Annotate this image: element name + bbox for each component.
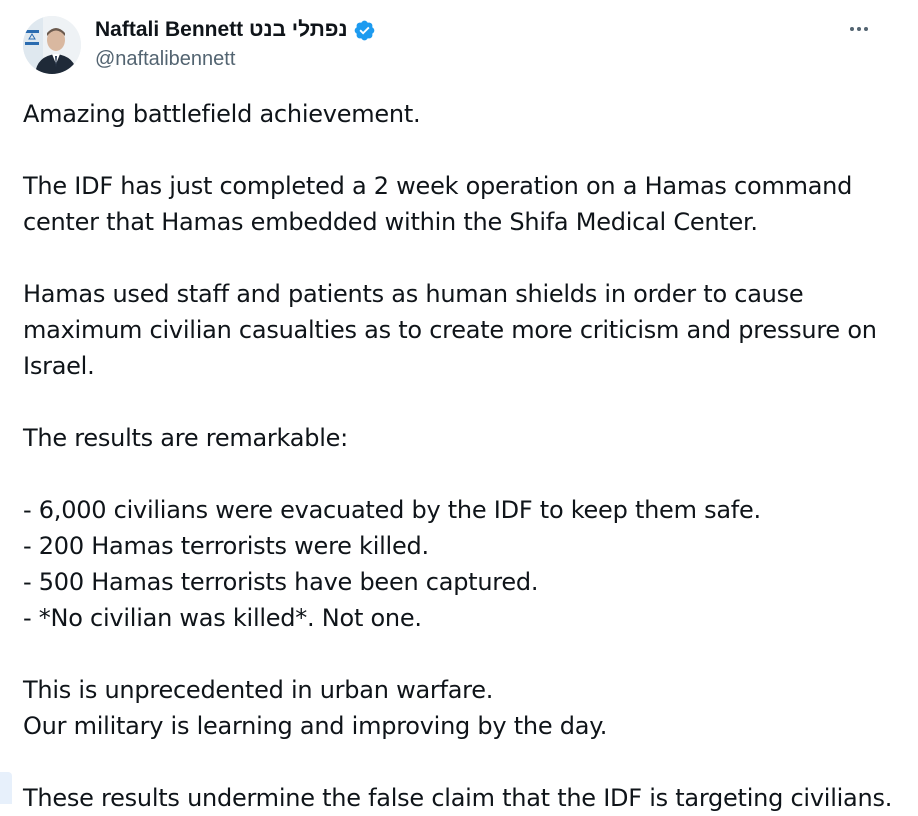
paragraph-gap xyxy=(23,744,903,780)
post-line: The results are remarkable: xyxy=(23,424,348,452)
handle[interactable]: @naftalibennett xyxy=(95,48,236,70)
post-line: Israel. xyxy=(23,352,95,380)
post-line: These results undermine the false claim that the IDF is targeting civilians. xyxy=(23,784,893,812)
verified-badge-icon[interactable] xyxy=(353,19,376,42)
paragraph-gap xyxy=(23,384,903,420)
post-line: Hamas used staff and patients as human shields in order to cause xyxy=(23,280,804,308)
post-line: - 200 Hamas terrorists were killed. xyxy=(23,532,429,560)
avatar-image xyxy=(23,16,81,74)
selection-marker xyxy=(0,772,12,804)
post-line: Our military is learning and improving by the day. xyxy=(23,712,608,740)
avatar[interactable] xyxy=(23,16,81,74)
paragraph-gap xyxy=(23,240,903,276)
name-row xyxy=(95,16,376,44)
paragraph-gap xyxy=(23,456,903,492)
paragraph-gap xyxy=(23,132,903,168)
post-line: - 500 Hamas terrorists have been captured. xyxy=(23,568,539,596)
post-line: - *No civilian was killed*. Not one. xyxy=(23,604,422,632)
author-block xyxy=(95,16,376,76)
paragraph-gap xyxy=(23,636,903,672)
post-line: - 6,000 civilians were evacuated by the IDF to keep them safe. xyxy=(23,496,761,524)
display-name[interactable]: Naftali Bennett נפתלי בנט xyxy=(95,18,348,41)
post-line: This is unprecedented in urban warfare. xyxy=(23,676,494,704)
post-text xyxy=(23,96,903,816)
post-line: center that Hamas embedded within the Shifa Medical Center. xyxy=(23,208,758,236)
post-line: maximum civilian casualties as to create more criticism and pressure on xyxy=(23,316,877,344)
post-line: Amazing battlefield achievement. xyxy=(23,100,421,128)
more-options-icon[interactable] xyxy=(843,18,875,40)
post-line: The IDF has just completed a 2 week operation on a Hamas command xyxy=(23,172,853,200)
